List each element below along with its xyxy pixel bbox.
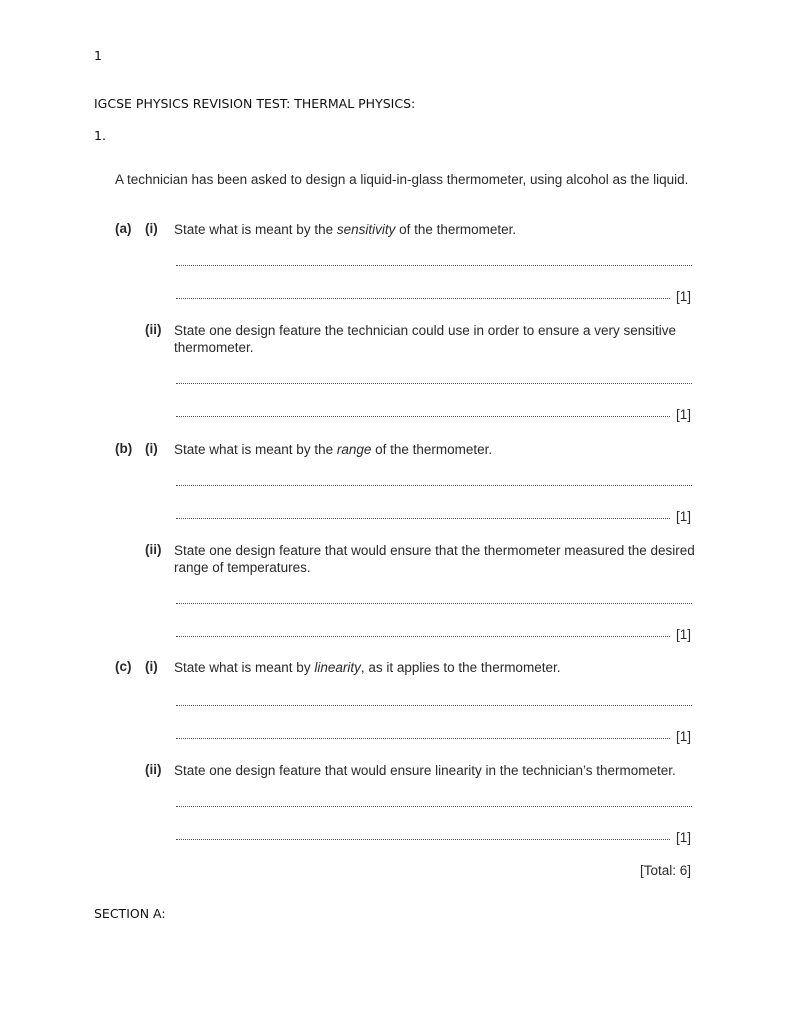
answer-line[interactable] [176, 806, 692, 807]
answer-line[interactable] [176, 839, 670, 840]
part-c-label: (c) [115, 659, 132, 674]
answer-line[interactable] [176, 636, 670, 637]
answer-line[interactable] [176, 298, 670, 299]
part-a-ii-label: (ii) [145, 322, 162, 337]
answer-line[interactable] [176, 518, 670, 519]
part-b-ii-label: (ii) [145, 542, 162, 557]
total-marks: [Total: 6] [640, 863, 692, 878]
part-a-ii-question: State one design feature the technician could use in order to ensure a very sensitive thermometer. [174, 323, 677, 355]
part-c-i-question: State what is meant by linearity, as it applies to the thermometer. [174, 660, 561, 675]
page-number: 1 [94, 48, 102, 63]
part-a-i-question: State what is meant by the sensitivity of the thermometer. [174, 222, 517, 237]
answer-line[interactable] [176, 738, 670, 739]
mark-allocation: [1] [676, 509, 692, 524]
question-intro: A technician has been asked to design a liquid-in-glass thermometer, using alcohol as the liquid. [115, 172, 689, 187]
mark-allocation: [1] [676, 830, 692, 845]
section-heading: SECTION A: [94, 906, 166, 921]
answer-line[interactable] [176, 603, 692, 604]
answer-line[interactable] [176, 383, 692, 384]
question-number: 1. [94, 128, 106, 143]
part-c-i-label: (i) [145, 659, 158, 674]
part-c-ii-label: (ii) [145, 762, 162, 777]
mark-allocation: [1] [676, 729, 692, 744]
page-title: IGCSE PHYSICS REVISION TEST: THERMAL PHYSICS: [94, 96, 416, 111]
part-b-i-question: State what is meant by the range of the thermometer. [174, 442, 493, 457]
answer-line[interactable] [176, 485, 692, 486]
mark-allocation: [1] [676, 289, 692, 304]
part-a-label: (a) [115, 221, 132, 236]
part-b-i-label: (i) [145, 441, 158, 456]
answer-line[interactable] [176, 265, 692, 266]
mark-allocation: [1] [676, 627, 692, 642]
part-b-label: (b) [115, 441, 133, 456]
answer-line[interactable] [176, 416, 670, 417]
part-a-i-label: (i) [145, 221, 158, 236]
part-c-ii-question: State one design feature that would ensure linearity in the technician’s thermometer. [174, 763, 676, 778]
part-b-ii-question: State one design feature that would ensure that the thermometer measured the desired range of temperatures. [174, 543, 695, 575]
mark-allocation: [1] [676, 407, 692, 422]
answer-line[interactable] [176, 705, 692, 706]
